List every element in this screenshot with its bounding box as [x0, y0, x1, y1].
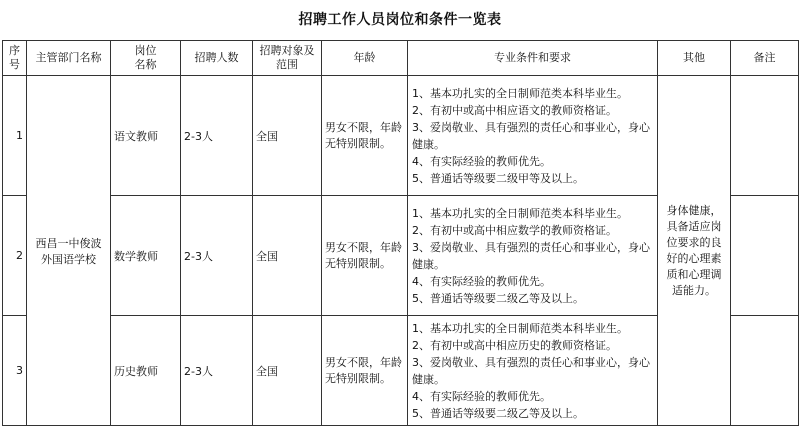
row-count: 2-3人: [181, 76, 253, 196]
age-line2: 无特别限制。: [325, 371, 391, 385]
other-line: 具备适应岗: [666, 219, 722, 233]
header-target: [253, 41, 322, 76]
row-remark: [731, 196, 799, 316]
requirement-line: 2、有初中或高中相应数学的教师资格证。: [412, 223, 617, 237]
row-age: [322, 316, 408, 426]
row-remark: [731, 316, 799, 426]
header-position-line2: 名称: [134, 58, 157, 71]
row-count: 2-3人: [181, 196, 253, 316]
table-row: [3, 76, 799, 196]
row-target: 全国: [253, 76, 322, 196]
requirement-line: 1、基本功扎实的全日制师范类本科毕业生。: [412, 321, 628, 335]
requirement-line: 健康。: [412, 372, 445, 386]
department-cell: [27, 76, 111, 426]
row-age: [322, 196, 408, 316]
requirement-line: 2、有初中或高中相应语文的教师资格证。: [412, 103, 617, 117]
other-line: 身体健康，: [666, 203, 722, 217]
requirement-line: 1、基本功扎实的全日制师范类本科毕业生。: [412, 206, 628, 220]
header-target-line2: 范围: [276, 58, 298, 71]
row-requirements: [408, 196, 658, 316]
requirement-line: 健康。: [412, 137, 445, 151]
requirement-line: 4、有实际经验的教师优先。: [412, 154, 551, 168]
header-remark: 备注: [731, 41, 799, 76]
header-position: [111, 41, 181, 76]
header-seq-line1: 序: [9, 44, 20, 57]
requirement-line: 1、基本功扎实的全日制师范类本科毕业生。: [412, 86, 628, 100]
other-line: 好的心理素: [666, 251, 722, 265]
department-line1: 西昌一中俊波: [35, 236, 102, 250]
requirement-line: 3、爱岗敬业、具有强烈的责任心和事业心，身心: [412, 355, 650, 369]
row-position: 数学教师: [111, 196, 181, 316]
header-target-line1: 招聘对象及: [259, 44, 315, 57]
requirement-line: 4、有实际经验的教师优先。: [412, 389, 551, 403]
row-position: 历史教师: [111, 316, 181, 426]
row-age: [322, 76, 408, 196]
row-count: 2-3人: [181, 316, 253, 426]
row-remark: [731, 76, 799, 196]
age-line2: 无特别限制。: [325, 136, 391, 150]
other-line: 适能力。: [672, 283, 716, 297]
requirement-line: 4、有实际经验的教师优先。: [412, 274, 551, 288]
row-seq: 2: [3, 196, 27, 316]
header-seq: [3, 41, 27, 76]
requirement-line: 5、普通话等级要二级乙等及以上。: [412, 406, 584, 420]
document-title: 招聘工作人员岗位和条件一览表: [298, 12, 502, 28]
other-line: 质和心理调: [666, 267, 722, 281]
age-line1: 男女不限，年龄: [325, 120, 402, 134]
row-position: 语文教师: [111, 76, 181, 196]
department-line2: 外国语学校: [41, 252, 96, 266]
age-line1: 男女不限，年龄: [325, 240, 402, 254]
other-line: 位要求的良: [666, 235, 722, 249]
header-other: 其他: [658, 41, 731, 76]
requirement-line: 5、普通话等级要二级乙等及以上。: [412, 291, 584, 305]
age-line2: 无特别限制。: [325, 256, 391, 270]
requirement-line: 3、爱岗敬业、具有强烈的责任心和事业心，身心: [412, 120, 650, 134]
recruitment-table: [2, 40, 799, 426]
header-requirements: 专业条件和要求: [408, 41, 658, 76]
requirement-line: 5、普通话等级要二级甲等及以上。: [412, 171, 584, 185]
row-seq: 1: [3, 76, 27, 196]
row-seq: 3: [3, 316, 27, 426]
row-requirements: [408, 316, 658, 426]
header-dept: 主管部门名称: [27, 41, 111, 76]
age-line1: 男女不限，年龄: [325, 355, 402, 369]
header-age: 年龄: [322, 41, 408, 76]
requirement-line: 2、有初中或高中相应历史的教师资格证。: [412, 338, 617, 352]
row-target: 全国: [253, 196, 322, 316]
row-requirements: [408, 76, 658, 196]
header-seq-line2: 号: [9, 58, 20, 71]
row-target: 全国: [253, 316, 322, 426]
header-count: 招聘人数: [181, 41, 253, 76]
header-row: [3, 41, 799, 76]
requirement-line: 3、爱岗敬业、具有强烈的责任心和事业心，身心: [412, 240, 650, 254]
other-cell: [658, 76, 731, 426]
requirement-line: 健康。: [412, 257, 445, 271]
header-position-line1: 岗位: [134, 44, 157, 57]
